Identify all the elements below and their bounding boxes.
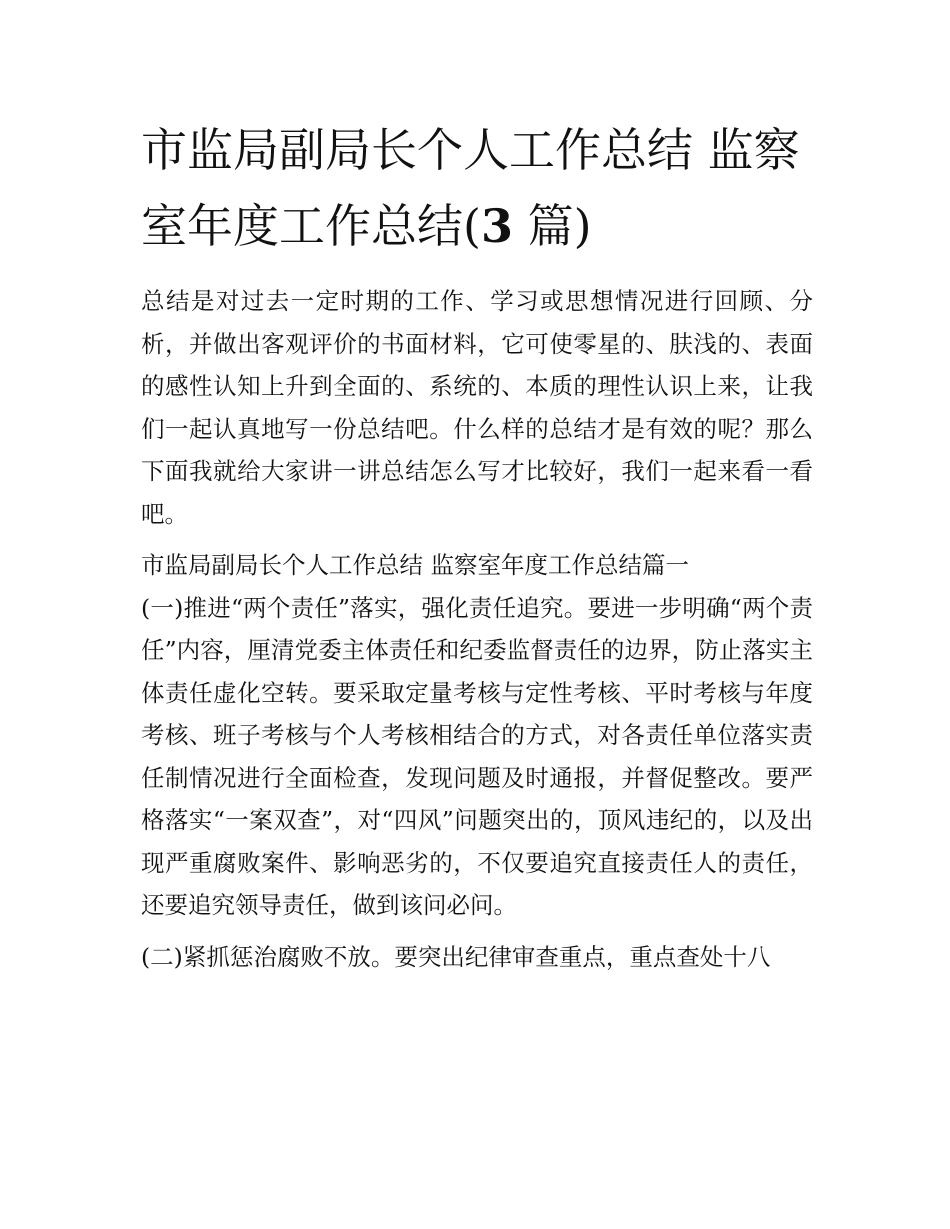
document-title [141,112,821,264]
document-body [141,280,813,978]
section-heading: 市监局副局长个人工作总结 监察室年度工作总结篇一 [141,551,689,579]
title-text-part2: 篇) [512,199,592,253]
body-paragraph-2: (二)紧抓惩治腐败不放。要突出纪律审查重点，重点查处十八 [141,942,771,971]
title-text-part1: 市监局副局长个人工作总结 监察室年度工作总结( [141,123,800,253]
intro-paragraph: 总结是对过去一定时期的工作、学习或思想情况进行回顾、分析，并做出客观评价的书面材料，它可使零星的、肤浅的、表面的感性认知上升到全面的、系统的、本质的理性认识上来，让我们一起认真地写一份总结吧。什么样的总结才是有效的呢？那么下面我就给大家讲一讲总结怎么写才比较好，我们一起来看一看吧。 [141,287,813,528]
title-count: 3 [480,199,513,253]
body-paragraph-1: (一)推进“两个责任”落实，强化责任追究。要进一步明确“两个责任”内容，厘清党委主体责任和纪委监督责任的边界，防止落实主体责任虚化空转。要采取定量考核与定性考核、平时考核与年度考核、班子考核与个人考核相结合的方式，对各责任单位落实责任制情况进行全面检查，发现问题及时通报，并督促整改。要严格落实“一案双查”，对“四风”问题突出的，顶风违纪的，以及出现严重腐败案件、影响恶劣的，不仅要追究直接责任人的责任，还要追究领导责任，做到该问必问。 [141,593,813,919]
